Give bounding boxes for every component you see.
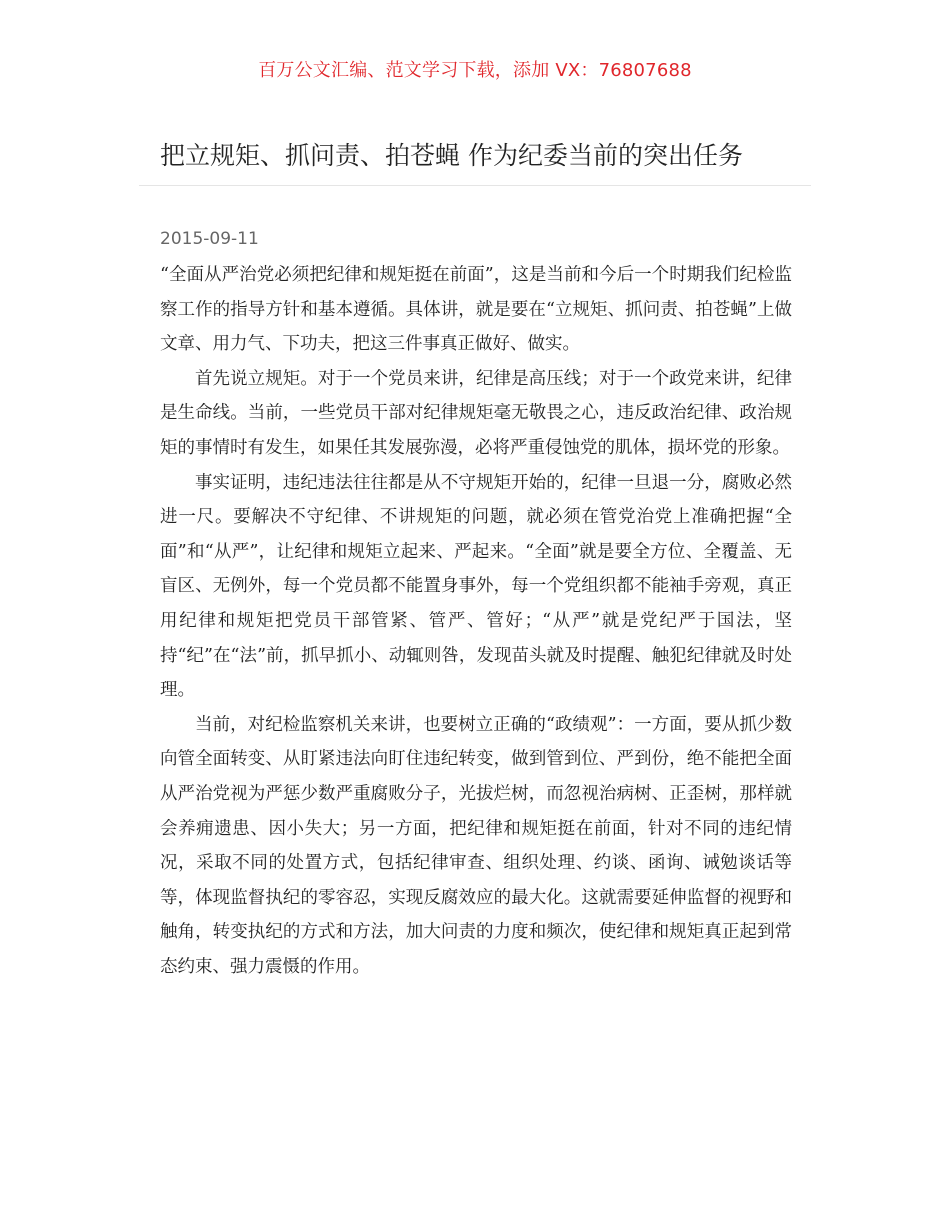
paragraph-rules: 首先说立规矩。对于一个党员来讲，纪律是高压线；对于一个政党来讲，纪律是生命线。当前，一些党员干部对纪律规矩毫无敬畏之心，违反政治纪律、政治规矩的事情时有发生，如果任其发展弥漫，必将严重侵蚀党的肌体，损坏党的形象。	[160, 368, 792, 458]
paragraph-intro: “全面从严治党必须把纪律和规矩挺在前面”，这是当前和今后一个时期我们纪检监察工作的指导方针和基本遵循。具体讲，就是要在“立规矩、抓问责、拍苍蝇”上做文章、用力气、下功夫，把这三件事真正做好、做实。	[160, 265, 792, 355]
article-title: 把立规矩、抓问责、拍苍蝇 作为纪委当前的突出任务	[160, 141, 743, 170]
paragraph-discipline: 事实证明，违纪违法往往都是从不守规矩开始的，纪律一旦退一分，腐败必然进一尺。要解决不守纪律、不讲规矩的问题，就必须在管党治党上准确把握“全面”和“从严”，让纪律和规矩立起来、严起来。“全面”就是要全方位、全覆盖、无盲区、无例外，每一个党员都不能置身事外，每一个党组织都不能袖手旁观，真正用纪律和规矩把党员干部管紧、管严、管好；“从严”就是党纪严于国法，坚持“纪”在“法”前，抓早抓小、动辄则咎，发现苗头就及时提醒、触犯纪律就及时处理。	[160, 472, 792, 701]
promo-banner: 百万公文汇编、范文学习下载，添加 VX：76807688	[258, 60, 692, 81]
title-divider	[139, 185, 811, 186]
article-body	[160, 258, 792, 984]
publish-date: 2015-09-11	[160, 229, 259, 249]
paragraph-performance: 当前，对纪检监察机关来讲，也要树立正确的“政绩观”：一方面，要从抓少数向管全面转变、从盯紧违法向盯住违纪转变，做到管到位、严到份，绝不能把全面从严治党视为严惩少数严重腐败分子，光拔烂树，而忽视治病树、正歪树，那样就会养痈遗患、因小失大；另一方面，把纪律和规矩挺在前面，针对不同的违纪情况，采取不同的处置方式，包括纪律审查、组织处理、约谈、函询、诫勉谈话等等，体现监督执纪的零容忍，实现反腐效应的最大化。这就需要延伸监督的视野和触角，转变执纪的方式和方法，加大问责的力度和频次，使纪律和规矩真正起到常态约束、强力震慑的作用。	[160, 714, 792, 977]
